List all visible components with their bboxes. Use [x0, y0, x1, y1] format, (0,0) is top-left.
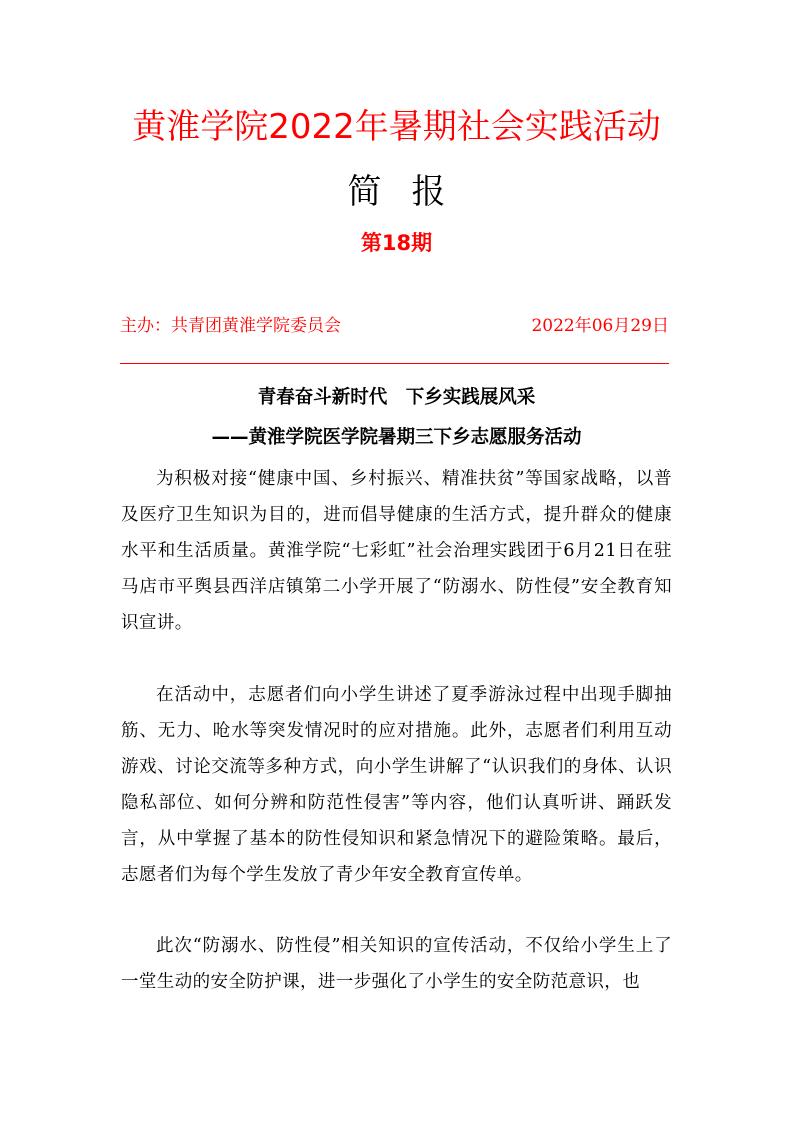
- header-divider: [120, 363, 669, 364]
- article-title: 青春奋斗新时代 下乡实践展风采: [257, 387, 536, 408]
- bulletin-title: 简报: [347, 172, 476, 212]
- issue-number: 第18期: [360, 231, 433, 255]
- article-subtitle: ——黄淮学院医学院暑期三下乡志愿服务活动: [211, 427, 582, 448]
- body-paragraph: 在活动中，志愿者们向小学生讲述了夏季游泳过程中出现手脚抽筋、无力、呛水等突发情况时的应对措施。此外，志愿者们利用互动游戏、讨论交流等多种方式，向小学生讲解了“认识我们的身体、认识隐私部位、如何分辨和防范性侵害”等内容，他们认真听讲、踊跃发言，从中掌握了基本的防性侵知识和紧急情况下的避险策略。最后，志愿者们为每个学生发放了青少年安全教育宣传单。: [121, 685, 672, 885]
- banner-title: 黄淮学院2022年暑期社会实践活动: [132, 107, 661, 147]
- body-paragraph: 为积极对接“健康中国、乡村振兴、精准扶贫”等国家战略，以普及医疗卫生知识为目的，进而倡导健康的生活方式，提升群众的健康水平和生活质量。黄淮学院“七彩虹”社会治理实践团于6月21日在驻马店市平舆县西洋店镇第二小学开展了“防溺水、防性侵”安全教育知识宣讲。: [121, 469, 672, 633]
- issue-date: 2022年06月29日: [531, 316, 669, 336]
- organizer-line: 主办：共青团黄淮学院委员会: [120, 316, 341, 336]
- body-paragraph: 此次“防溺水、防性侵”相关知识的宣传活动，不仅给小学生上了一堂生动的安全防护课，进一步强化了小学生的安全防范意识，也: [121, 936, 672, 992]
